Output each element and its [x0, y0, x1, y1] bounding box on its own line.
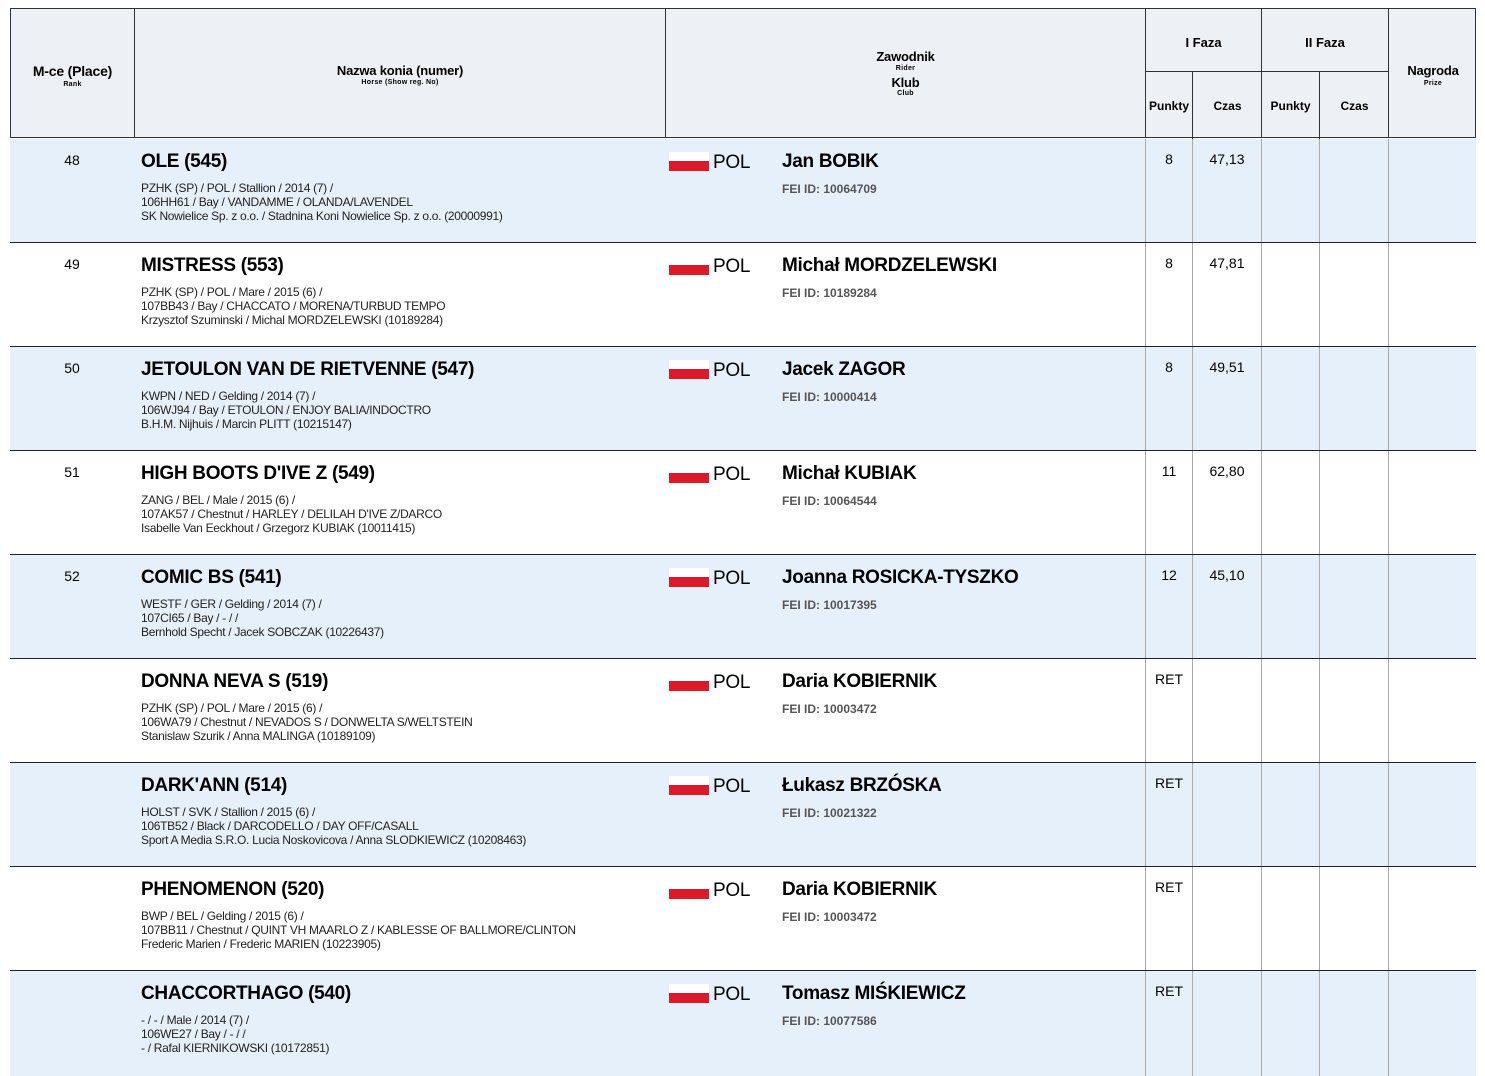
header-rider-label: Zawodnik	[876, 49, 935, 64]
rider-name: Jan BOBIK	[782, 151, 879, 172]
rider-name: Joanna ROSICKA-TYSZKO	[782, 567, 1019, 588]
horse-name: COMIC BS (541)	[141, 567, 282, 588]
table-row	[10, 971, 1476, 1076]
horse-info	[141, 285, 445, 327]
poland-flag-icon	[669, 880, 709, 899]
horse-name: DARK'ANN (514)	[141, 775, 288, 796]
horse-info	[141, 493, 442, 535]
fei-id: FEI ID: 10064544	[782, 494, 877, 508]
table-row	[10, 347, 1476, 451]
header-rider-sublabel: Rider	[895, 65, 916, 72]
phase-1-time: 47,81	[1209, 255, 1245, 271]
header-phase-1-label: I Faza	[1185, 35, 1222, 50]
place-value: 50	[64, 360, 80, 376]
header-rider	[666, 9, 1146, 137]
horse-info-breed: - / - / Male / 2014 (7) /	[141, 1013, 249, 1027]
horse-info-pedigree: 106WA79 / Chestnut / NEVADOS S / DONWELTA S/WELTSTEIN	[141, 715, 473, 729]
phase-1-points: 11	[1161, 463, 1177, 479]
fei-id: FEI ID: 10003472	[782, 910, 877, 924]
header-club-sublabel: Club	[897, 90, 914, 97]
horse-info-owner: Sport A Media S.R.O. Lucia Noskovicova / Anna SLODKIEWICZ (10208463)	[141, 833, 527, 847]
horse-info-breed: PZHK (SP) / POL / Mare / 2015 (6) /	[141, 285, 323, 299]
horse-info	[141, 1013, 329, 1055]
horse-info	[141, 181, 503, 223]
fei-id: FEI ID: 10064709	[782, 182, 877, 196]
horse-info-pedigree: 107BB11 / Chestnut / QUINT VH MAARLO Z / KABLESSE OF BALLMORE/CLINTON	[141, 923, 576, 937]
phase-1-points: 12	[1161, 567, 1177, 583]
header-phase-1-points: Punkty	[1146, 71, 1193, 139]
header-prize-sublabel: Prize	[1423, 80, 1443, 87]
horse-name: HIGH BOOTS D'IVE Z (549)	[141, 463, 375, 484]
header-phase-2-time: Czas	[1340, 99, 1369, 113]
fei-id: FEI ID: 10003472	[782, 702, 877, 716]
phase-1-time: 45,10	[1209, 567, 1245, 583]
horse-info-breed: PZHK (SP) / POL / Stallion / 2014 (7) /	[141, 181, 333, 195]
header-phase-1	[1146, 9, 1262, 137]
header-horse-label: Nazwa konia (numer)	[336, 63, 464, 78]
poland-flag-icon	[669, 672, 709, 691]
horse-info-owner: Bernhold Specht / Jacek SOBCZAK (10226437)	[141, 625, 384, 639]
table-row	[10, 243, 1476, 347]
phase-1-points: RET	[1155, 775, 1183, 791]
table-row	[10, 451, 1476, 555]
place-value: 49	[64, 256, 80, 272]
horse-info-pedigree: 106HH61 / Bay / VANDAMME / OLANDA/LAVENDEL	[141, 195, 413, 209]
nation-code: POL	[713, 464, 751, 485]
place-value: 51	[64, 464, 80, 480]
nation-code: POL	[713, 360, 751, 381]
horse-info-owner: SK Nowielice Sp. z o.o. / Stadnina Koni Nowielice Sp. z o.o. (20000991)	[141, 209, 503, 223]
place-value: 48	[64, 152, 80, 168]
place-value: 52	[64, 568, 80, 584]
phase-1-time: 47,13	[1209, 151, 1245, 167]
table-row	[10, 867, 1476, 971]
nation-code: POL	[713, 568, 751, 589]
horse-info-owner: - / Rafal KIERNIKOWSKI (10172851)	[141, 1041, 330, 1055]
nation-code: POL	[713, 776, 751, 797]
fei-id: FEI ID: 10017395	[782, 598, 877, 612]
horse-info	[141, 909, 576, 951]
horse-info-owner: Isabelle Van Eeckhout / Grzegorz KUBIAK (10011415)	[141, 521, 416, 535]
horse-name: OLE (545)	[141, 151, 227, 172]
fei-id: FEI ID: 10189284	[782, 286, 877, 300]
horse-info-breed: HOLST / SVK / Stallion / 2015 (6) /	[141, 805, 316, 819]
horse-info-pedigree: 107CI65 / Bay / - / /	[141, 611, 239, 625]
nation-code: POL	[713, 880, 751, 901]
horse-info-pedigree: 106WE27 / Bay / - / /	[141, 1027, 246, 1041]
phase-1-points: RET	[1155, 983, 1183, 999]
horse-info-breed: PZHK (SP) / POL / Mare / 2015 (6) /	[141, 701, 323, 715]
table-row	[10, 139, 1476, 243]
table-row	[10, 659, 1476, 763]
rider-name: Jacek ZAGOR	[782, 359, 906, 380]
phase-1-points: 8	[1165, 151, 1173, 167]
phase-1-time: 49,51	[1209, 359, 1245, 375]
horse-name: JETOULON VAN DE RIETVENNE (547)	[141, 359, 475, 380]
nation-code: POL	[713, 984, 751, 1005]
table-header	[10, 8, 1476, 138]
horse-name: CHACCORTHAGO (540)	[141, 983, 351, 1004]
header-horse	[135, 9, 666, 137]
header-prize-label: Nagroda	[1407, 63, 1459, 78]
poland-flag-icon	[669, 152, 709, 171]
rider-name: Tomasz MIŚKIEWICZ	[782, 983, 966, 1004]
nation-code: POL	[713, 256, 751, 277]
poland-flag-icon	[669, 776, 709, 795]
header-phase-2-points: Punkty	[1262, 71, 1320, 139]
horse-info-owner: Frederic Marien / Frederic MARIEN (10223905)	[141, 937, 381, 951]
header-place-label: M-ce (Place)	[32, 63, 113, 79]
horse-info	[141, 701, 473, 743]
poland-flag-icon	[669, 984, 709, 1003]
rider-name: Łukasz BRZÓSKA	[782, 775, 942, 796]
nation-code: POL	[713, 152, 751, 173]
horse-info	[141, 805, 526, 847]
horse-info-breed: WESTF / GER / Gelding / 2014 (7) /	[141, 597, 322, 611]
horse-info-owner: Krzysztof Szuminski / Michal MORDZELEWSKI (10189284)	[141, 313, 443, 327]
horse-name: DONNA NEVA S (519)	[141, 671, 329, 692]
fei-id: FEI ID: 10021322	[782, 806, 877, 820]
horse-info-breed: ZANG / BEL / Male / 2015 (6) /	[141, 493, 295, 507]
horse-info-pedigree: 106TB52 / Black / DARCODELLO / DAY OFF/CASALL	[141, 819, 419, 833]
horse-name: PHENOMENON (520)	[141, 879, 325, 900]
results-table	[10, 139, 1476, 1076]
header-place	[11, 9, 135, 137]
phase-1-time: 62,80	[1209, 463, 1245, 479]
phase-1-points: RET	[1155, 879, 1183, 895]
header-phase-1-time: Czas	[1213, 99, 1242, 113]
phase-1-points: 8	[1165, 359, 1173, 375]
header-prize	[1389, 9, 1477, 137]
fei-id: FEI ID: 10077586	[782, 1014, 877, 1028]
rider-name: Michał KUBIAK	[782, 463, 917, 484]
header-phase-2-label: II Faza	[1305, 35, 1345, 50]
header-horse-sublabel: Horse (Show reg. No)	[361, 79, 439, 86]
horse-info-breed: KWPN / NED / Gelding / 2014 (7) /	[141, 389, 316, 403]
horse-info-breed: BWP / BEL / Gelding / 2015 (6) /	[141, 909, 304, 923]
table-row	[10, 555, 1476, 659]
rider-name: Daria KOBIERNIK	[782, 671, 937, 692]
header-club-label: Klub	[891, 75, 920, 90]
horse-info-pedigree: 106WJ94 / Bay / ETOULON / ENJOY BALIA/INDOCTRO	[141, 403, 431, 417]
horse-name: MISTRESS (553)	[141, 255, 284, 276]
table-row	[10, 763, 1476, 867]
phase-1-points: 8	[1165, 255, 1173, 271]
poland-flag-icon	[669, 464, 709, 483]
horse-info-pedigree: 107AK57 / Chestnut / HARLEY / DELILAH D'IVE Z/DARCO	[141, 507, 442, 521]
horse-info	[141, 597, 384, 639]
fei-id: FEI ID: 10000414	[782, 390, 877, 404]
horse-info-owner: Stanislaw Szurik / Anna MALINGA (10189109)	[141, 729, 376, 743]
header-phase-2	[1262, 9, 1389, 137]
phase-1-points: RET	[1155, 671, 1183, 687]
rider-name: Daria KOBIERNIK	[782, 879, 937, 900]
poland-flag-icon	[669, 360, 709, 379]
poland-flag-icon	[669, 568, 709, 587]
horse-info	[141, 389, 431, 431]
poland-flag-icon	[669, 256, 709, 275]
header-place-sublabel: Rank	[63, 81, 82, 88]
horse-info-pedigree: 107BB43 / Bay / CHACCATO / MORENA/TURBUD TEMPO	[141, 299, 446, 313]
horse-info-owner: B.H.M. Nijhuis / Marcin PLITT (10215147)	[141, 417, 352, 431]
nation-code: POL	[713, 672, 751, 693]
rider-name: Michał MORDZELEWSKI	[782, 255, 997, 276]
